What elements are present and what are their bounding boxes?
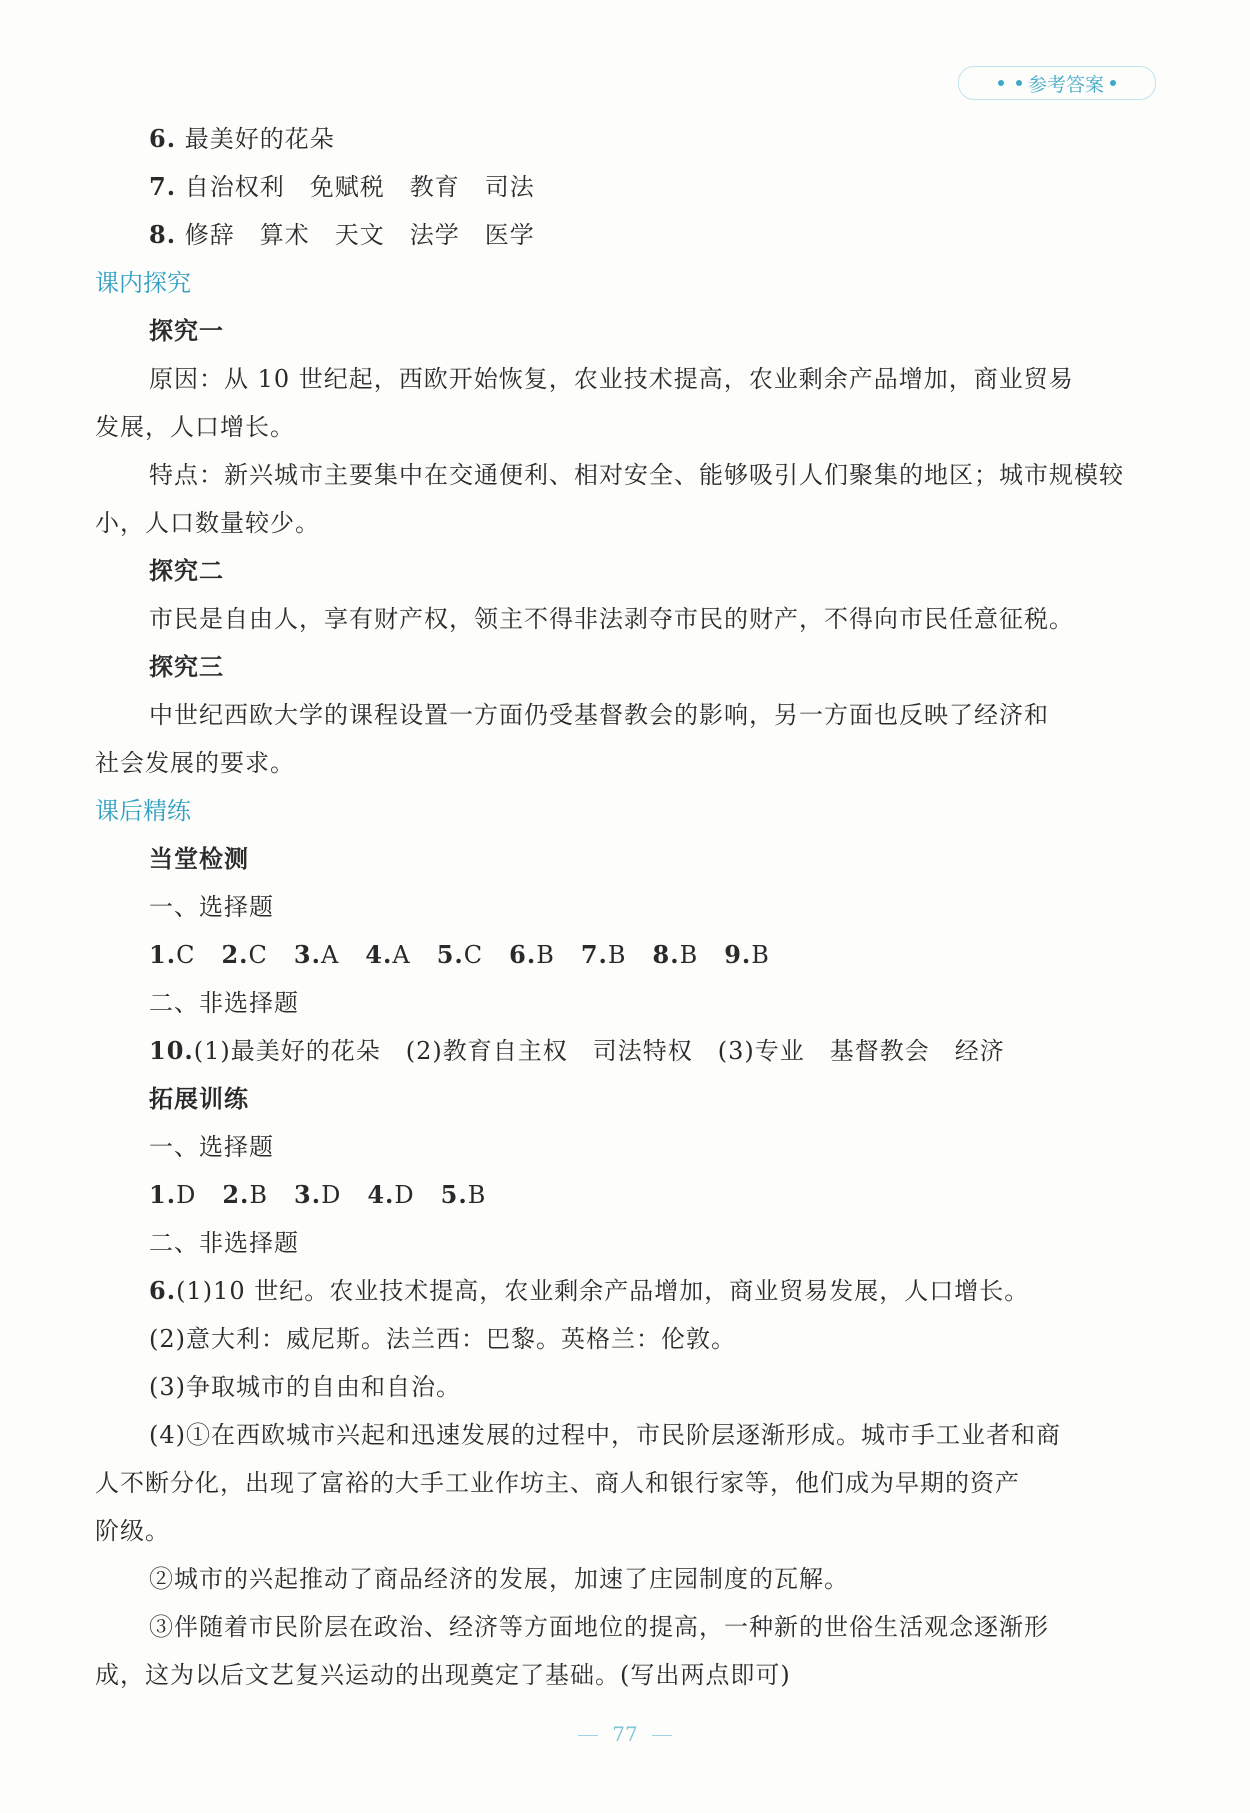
explore1-reason-line1: 原因：从 10 世纪起，西欧开始恢复，农业技术提高，农业剩余产品增加，商业贸易 (149, 365, 1074, 393)
answer-letter: D (321, 1181, 342, 1209)
answer-letter: B (536, 941, 555, 969)
check-choice-answers (95, 931, 1155, 979)
question-number: 7. (580, 940, 608, 969)
question-number: 8. (652, 940, 680, 969)
answer-letter: B (679, 941, 699, 969)
explore3-line2: 社会发展的要求。 (95, 749, 295, 777)
explore3-line1: 中世纪西欧大学的课程设置一方面仍受基督教会的影响，另一方面也反映了经济和 (149, 701, 1049, 729)
answer-letter: D (394, 1181, 415, 1209)
dot-icon (998, 80, 1004, 86)
extend-q6-4-line3: 阶级。 (95, 1517, 170, 1545)
question-number: 5. (436, 940, 464, 969)
choice-answer (222, 1181, 268, 1209)
question-number: 4. (367, 1180, 395, 1209)
answer-letter: A (320, 941, 340, 969)
footer-rule-left (578, 1735, 598, 1736)
extend-q6-4-3-line1: ③伴随着市民阶层在政治、经济等方面地位的提高，一种新的世俗生活观念逐渐形 (149, 1613, 1049, 1641)
extend-q6-2: (2)意大利：威尼斯。法兰西：巴黎。英格兰：伦敦。 (149, 1325, 736, 1353)
explore3-title: 探究三 (149, 653, 224, 681)
choice-answer (581, 941, 627, 969)
explore1-feature-line2: 小，人口数量较少。 (95, 509, 320, 537)
explore1-feature-line1: 特点：新兴城市主要集中在交通便利、相对安全、能够吸引人们聚集的地区；城市规模较 (149, 461, 1124, 489)
badge-label: 参考答案 (1027, 73, 1104, 96)
answer-letter: C (176, 941, 196, 969)
question-number: 9. (724, 940, 752, 969)
extend-q6-4-2: ②城市的兴起推动了商品经济的发展，加速了庄园制度的瓦解。 (149, 1565, 849, 1593)
answer-letter: B (249, 1181, 269, 1209)
question-number: 2. (222, 1180, 250, 1209)
answer-letter: B (607, 941, 627, 969)
choice-answer (149, 1181, 196, 1209)
question-number: 6. (509, 940, 537, 969)
answer-6: 6. 最美好的花朵 (149, 124, 335, 153)
check-non-choice-title: 二、非选择题 (149, 989, 299, 1017)
explore1-title: 探究一 (149, 317, 224, 345)
choice-answer (149, 941, 195, 969)
question-number: 4. (365, 940, 393, 969)
answer-key-badge (958, 66, 1156, 100)
answer-letter: B (467, 1181, 487, 1209)
choice-answer (441, 1181, 487, 1209)
section-title-after-class: 课后精练 (95, 797, 191, 825)
extend-title: 拓展训练 (149, 1085, 249, 1113)
answer-letter: B (751, 941, 770, 969)
choice-answer (365, 941, 410, 969)
choice-answer (221, 941, 267, 969)
explore2-title: 探究二 (149, 557, 224, 585)
section-title-in-class: 课内探究 (95, 269, 191, 297)
extend-choice-title: 一、选择题 (149, 1133, 274, 1161)
check-choice-title: 一、选择题 (149, 893, 274, 921)
answer-letter: C (463, 941, 484, 969)
question-number: 2. (221, 940, 249, 969)
footer-rule-right (652, 1735, 672, 1736)
extend-q6-1: 6.(1)10 世纪。农业技术提高，农业剩余产品增加，商业贸易发展，人口增长。 (149, 1276, 1030, 1305)
choice-answer (724, 941, 770, 969)
question-number: 1. (149, 940, 177, 969)
page-content (95, 115, 1155, 1699)
question-number: 3. (293, 940, 321, 969)
page-footer (0, 1722, 1250, 1746)
choice-answer (437, 941, 483, 969)
choice-answer (294, 941, 339, 969)
choice-answer (653, 941, 699, 969)
answer-8: 8. 修辞 算术 天文 法学 医学 (149, 220, 535, 249)
extend-q6-4-3-line2: 成，这为以后文艺复兴运动的出现奠定了基础。(写出两点即可) (95, 1661, 791, 1689)
extend-q6-4-line2: 人不断分化，出现了富裕的大手工业作坊主、商人和银行家等，他们成为早期的资产 (95, 1469, 1020, 1497)
answer-letter: C (248, 941, 268, 969)
extend-non-choice-title: 二、非选择题 (149, 1229, 299, 1257)
extend-q6-3: (3)争取城市的自由和自治。 (149, 1373, 461, 1401)
answer-letter: D (176, 1181, 197, 1209)
extend-q6-4-line1: (4)①在西欧城市兴起和迅速发展的过程中，市民阶层逐渐形成。城市手工业者和商 (149, 1421, 1061, 1449)
question-number: 5. (440, 1180, 468, 1209)
explore2-text: 市民是自由人，享有财产权，领主不得非法剥夺市民的财产，不得向市民任意征税。 (149, 605, 1074, 633)
check-title: 当堂检测 (149, 845, 249, 873)
choice-answer (509, 941, 555, 969)
question-number: 3. (294, 1180, 322, 1209)
answer-7: 7. 自治权利 免赋税 教育 司法 (149, 172, 535, 201)
explore1-reason-line2: 发展，人口增长。 (95, 413, 295, 441)
extend-choice-answers (95, 1171, 1155, 1219)
page-number: 77 (612, 1722, 638, 1746)
dot-icon (1016, 80, 1022, 86)
dot-icon (1110, 80, 1116, 86)
choice-answer (294, 1181, 341, 1209)
check-q10: 10.(1)最美好的花朵 (2)教育自主权 司法特权 (3)专业 基督教会 经济 (149, 1036, 1005, 1065)
question-number: 1. (149, 1180, 177, 1209)
answer-letter: A (392, 941, 411, 969)
choice-answer (367, 1181, 414, 1209)
